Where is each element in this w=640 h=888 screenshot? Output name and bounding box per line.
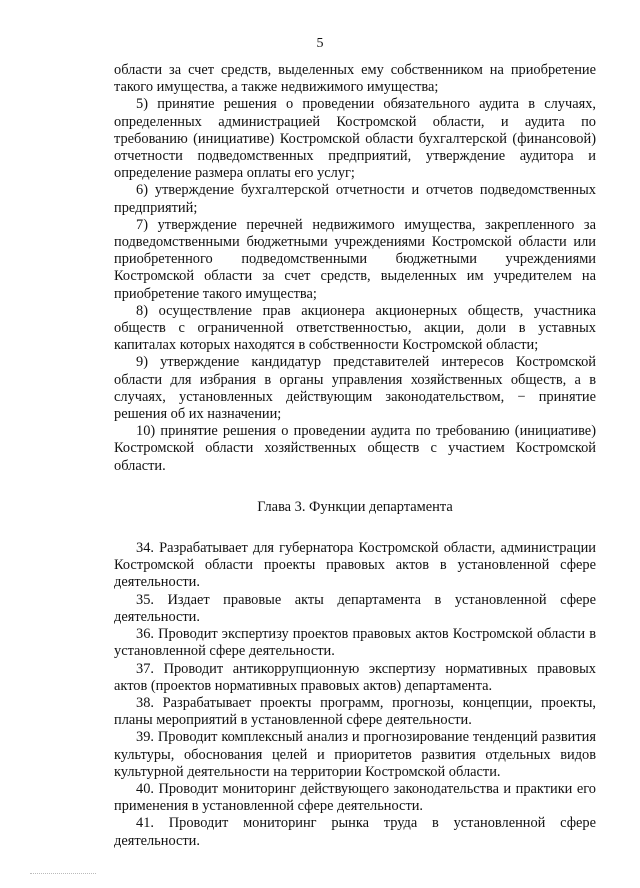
clause-41: 41. Проводит мониторинг рынка труда в установленной сфере деятельности. [114, 815, 596, 849]
clause-39: 39. Проводит комплексный анализ и прогнозирование тенденций развития культуры, обоснования целей и приоритетов развития отдельных видов культурной деятельности на территории Костромской области. [114, 729, 596, 780]
clause-38: 38. Разрабатывает проекты программ, прогнозы, концепции, проекты, планы мероприятий в установленной сфере деятельности. [114, 694, 596, 729]
clause-37: 37. Проводит антикоррупционную экспертизу нормативных правовых актов (проектов нормативных правовых актов) департамента. [114, 660, 596, 694]
list-item-9: 9) утверждение кандидатур представителей интересов Костромской области для избрания в органы управления хозяйственных обществ, а в случаях, установленных действующим законодательством, − принятие решения об их назначении; [114, 354, 596, 423]
paragraph-continuation: области за счет средств, выделенных ему собственником на приобретение такого имущества, а также недвижимого имущества; [114, 62, 596, 96]
clause-40: 40. Проводит мониторинг действующего законодательства и практики его применения в установленной сфере деятельности. [114, 780, 596, 815]
scan-margin-mark [30, 873, 96, 874]
page-number: 5 [316, 36, 324, 51]
clause-34: 34. Разрабатывает для губернатора Костромской области, администрации Костромской области проекты правовых актов в установленной сфере деятельности. [114, 540, 596, 591]
list-item-6: 6) утверждение бухгалтерской отчетности и отчетов подведомственных предприятий; [114, 182, 596, 216]
list-item-10: 10) принятие решения о проведении аудита по требованию (инициативе) Костромской области хозяйственных обществ с участием Костромской области. [114, 423, 596, 474]
list-item-5: 5) принятие решения о проведении обязательного аудита в случаях, определенных администрацией Костромской области, и аудита по требованию (инициативе) Костромской области бухгалтерской (финансовой) отчетности подведомственных предприятий, утверждение аудитора и определение размера оплаты его услуг; [114, 96, 596, 182]
list-item-8: 8) осуществление прав акционера акционерных обществ, участника обществ с ограниченной ответственностью, акции, доли в уставных капиталах которых находятся в собственности Костромской области; [114, 302, 596, 354]
clause-35: 35. Издает правовые акты департамента в установленной сфере деятельности. [114, 591, 596, 625]
list-item-7: 7) утверждение перечней недвижимого имущества, закрепленного за подведомственными бюджетными учреждениями Костромской области или приобретенного подведомственными бюджетными учреждениями Костромской области за счет средств, выделенных им учредителем на приобретение такого имущества; [114, 216, 596, 302]
clause-36: 36. Проводит экспертизу проектов правовых актов Костромской области в установленной сфере деятельности. [114, 626, 596, 660]
chapter-title: Глава 3. Функции департамента [257, 498, 453, 515]
document-body [114, 62, 596, 850]
